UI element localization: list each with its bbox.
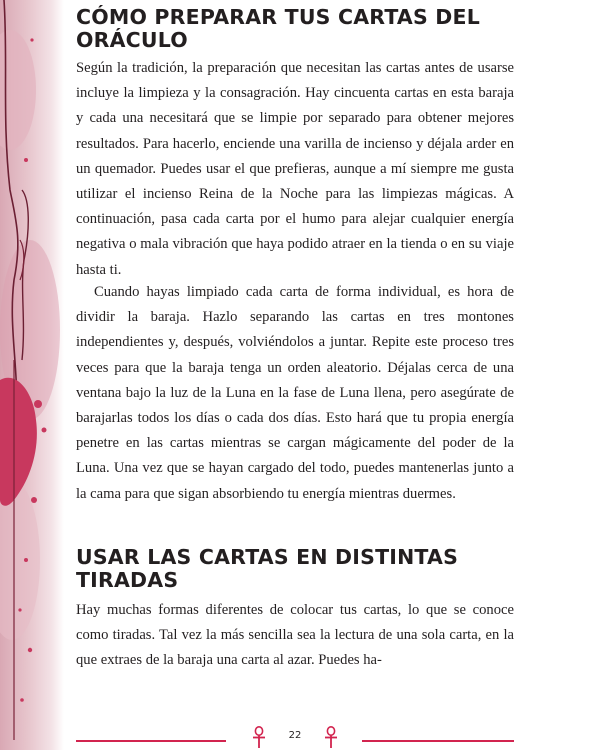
paragraph-shuffling: Cuando hayas limpiado cada carta de forma individual, es hora de dividir la baraja. Hazlo separando las cartas en tres montones independientes y, después, volviéndolos a juntar. Repite este proceso tres veces para que la baraja tenga un orden aleatorio. Déjalas cerca de una ventana bajo la luz de la Luna en la fase de Luna llena, pero asegúrate de barajarlas todos los días o cada dos días. Esto hará que tu propia energía penetre en las cartas mientras se cargan mágicamente del poder de la Luna. Una vez que se hayan cargado del todo, puedes mantenerlas junto a la cama para que sigan absorbiendo tu energía mientras duermes. [76, 284, 514, 502]
footer-rule-right [362, 740, 514, 742]
ankh-icon [324, 726, 338, 748]
paragraph-cleaning: Según la tradición, la preparación que necesitan las cartas antes de usarse incluye la limpieza y la consagración. Hay cincuenta cartas en esta baraja y cada una necesitará que se limpie por separado para obtener mejores resultados. Para hacerlo, enciende una varilla de incienso y déjala arder en un quemador. Puedes usar el que prefieras, aunque a mí siempre me gusta utilizar el incienso Reina de la Noche para las limpiezas mágicas. A continuación, pasa cada carta por el humo para alejar cualquier energía negativa o mala vibración que haya podido atraer en la tienda o en su viaje hasta ti. [76, 60, 514, 278]
section-heading-prepare-cards: CÓMO PREPARAR TUS CARTAS DEL ORÁCULO [76, 5, 480, 52]
footer-rule-left [76, 740, 226, 742]
page-number: 22 [288, 730, 302, 741]
paragraph-spreads: Hay muchas formas diferentes de colocar tus cartas, lo que se conoce como tiradas. Tal vez la más sencilla sea la lectura de una sola carta, en la que extraes de la baraja una carta al azar. Puedes ha- [76, 602, 514, 669]
section-heading-spreads: USAR LAS CARTAS EN DISTINTAS TIRADAS [76, 545, 459, 592]
ankh-icon [252, 726, 266, 748]
side-illustration [0, 0, 64, 750]
page-footer [76, 726, 514, 750]
